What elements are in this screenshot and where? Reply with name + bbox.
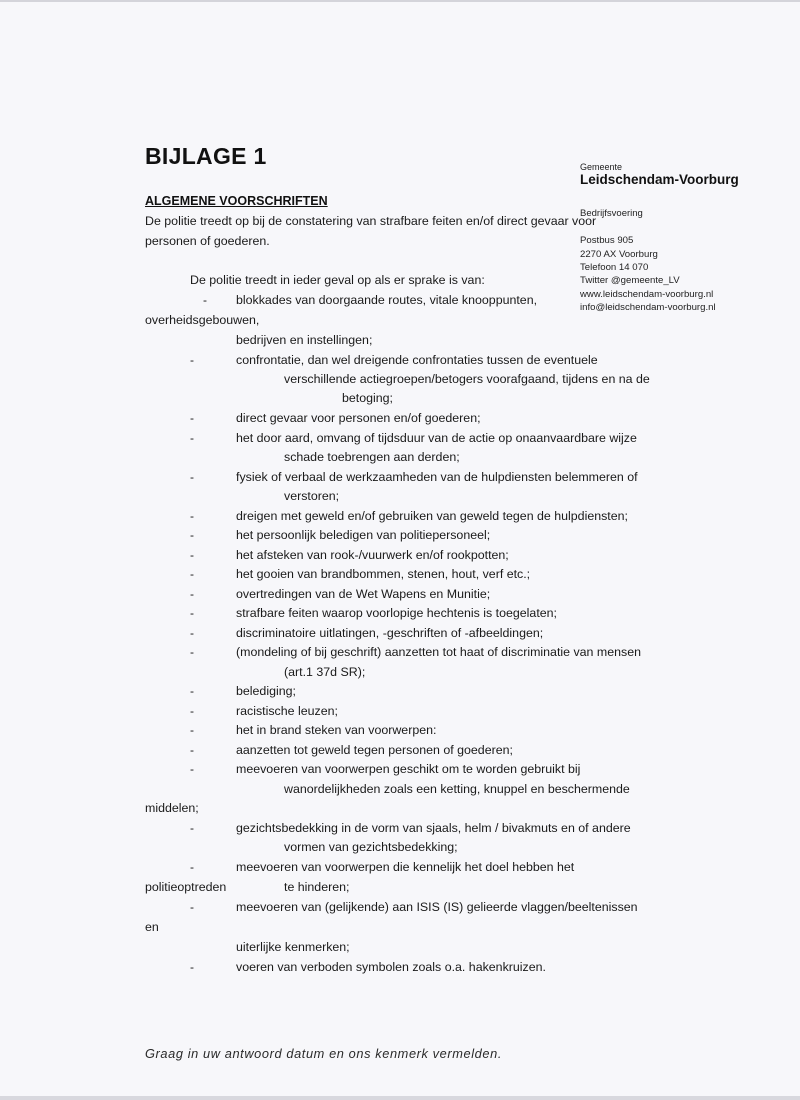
list-dash: - [190,626,194,640]
list-dash: - [203,293,207,307]
list-item: fysiek of verbaal de werkzaamheden van de hulpdiensten belemmeren of [236,470,638,484]
footer-note: Graag in uw antwoord datum en ons kenmerk vermelden. [145,1046,502,1061]
list-item-continuation: wanordelijkheden zoals een ketting, knuppel en beschermende [284,782,630,796]
list-item-continuation: politieoptreden [145,880,227,894]
contact-twitter: Twitter @gemeente_LV [580,275,680,286]
list-item: het in brand steken van voorwerpen: [236,723,437,737]
list-dash: - [190,723,194,737]
list-item-continuation: te hinderen; [284,880,350,894]
list-dash: - [190,860,194,874]
list-item: meevoeren van (gelijkende) aan ISIS (IS) gelieerde vlaggen/beeltenissen [236,900,638,914]
list-item: voeren van verboden symbolen zoals o.a. hakenkruizen. [236,960,546,974]
list-item: confrontatie, dan wel dreigende confrontaties tussen de eventuele [236,353,598,367]
list-dash: - [190,743,194,757]
list-dash: - [190,960,194,974]
list-item-continuation: verschillende actiegroepen/betogers voorafgaand, tijdens en na de [284,372,650,386]
list-dash: - [190,353,194,367]
list-item: meevoeren van voorwerpen geschikt om te worden gebruikt bij [236,762,581,776]
list-item: belediging; [236,684,296,698]
list-dash: - [190,762,194,776]
list-item: dreigen met geweld en/of gebruiken van geweld tegen de hulpdiensten; [236,509,628,523]
section-heading: ALGEMENE VOORSCHRIFTEN [145,194,328,208]
list-dash: - [190,587,194,601]
list-item-continuation: uiterlijke kenmerken; [236,940,350,954]
list-item: aanzetten tot geweld tegen personen of goederen; [236,743,513,757]
list-item: overtredingen van de Wet Wapens en Munitie; [236,587,491,601]
contact-phone: Telefoon 14 070 [580,262,649,273]
list-item-continuation: verstoren; [284,489,340,503]
list-dash: - [190,470,194,484]
list-item: blokkades van doorgaande routes, vitale knooppunten, [236,293,538,307]
contact-postal: 2270 AX Voorburg [580,249,658,260]
contact-email: info@leidschendam-voorburg.nl [580,302,716,313]
list-item: discriminatoire uitlatingen, -geschriften of -afbeeldingen; [236,626,544,640]
list-item: het door aard, omvang of tijdsduur van de actie op onaanvaardbare wijze [236,431,637,445]
list-dash: - [190,567,194,581]
list-dash: - [190,528,194,542]
list-dash: - [190,704,194,718]
list-item-continuation: betoging; [342,391,393,405]
list-item: (mondeling of bij geschrift) aanzetten tot haat of discriminatie van mensen [236,645,641,659]
list-item: het persoonlijk beledigen van politiepersoneel; [236,528,491,542]
letterhead-org-name: Leidschendam-Voorburg [580,172,739,187]
list-lead: De politie treedt in ieder geval op als er sprake is van: [190,273,485,287]
list-item: bedrijven en instellingen; [236,333,373,347]
list-item: het afsteken van rook-/vuurwerk en/of rookpotten; [236,548,509,562]
list-item: strafbare feiten waarop voorlopige hechtenis is toegelaten; [236,606,557,620]
list-item-continuation: vormen van gezichtsbedekking; [284,840,458,854]
list-dash: - [190,900,194,914]
list-dash: - [190,431,194,445]
intro-line-1: De politie treedt op bij de constatering van strafbare feiten en/of direct gevaar voor [145,214,597,228]
list-dash: - [190,411,194,425]
list-item-continuation: schade toebrengen aan derden; [284,450,460,464]
list-item: meevoeren van voorwerpen die kennelijk het doel hebben het [236,860,575,874]
list-dash: - [190,509,194,523]
list-item-continuation: middelen; [145,801,199,815]
page-bottom-edge [0,1096,800,1100]
page-top-edge [0,0,800,2]
list-dash: - [190,821,194,835]
list-item: gezichtsbedekking in de vorm van sjaals, helm / bivakmuts en of andere [236,821,631,835]
list-dash: - [190,645,194,659]
list-item: direct gevaar voor personen en/of goederen; [236,411,481,425]
list-dash: - [190,606,194,620]
document-title: BIJLAGE 1 [145,143,267,169]
intro-line-2: personen of goederen. [145,234,270,248]
list-dash: - [190,684,194,698]
list-item: het gooien van brandbommen, stenen, hout, verf etc.; [236,567,531,581]
list-item-continuation: en [145,920,159,934]
contact-postbus: Postbus 905 [580,235,634,246]
letterhead-department: Bedrijfsvoering [580,208,643,219]
list-item: racistische leuzen; [236,704,338,718]
letterhead-org-prefix: Gemeente [580,162,623,172]
list-dash: - [190,548,194,562]
contact-website: www.leidschendam-voorburg.nl [580,289,714,300]
list-item: overheidsgebouwen, [145,313,260,327]
list-item-continuation: (art.1 37d SR); [284,665,366,679]
